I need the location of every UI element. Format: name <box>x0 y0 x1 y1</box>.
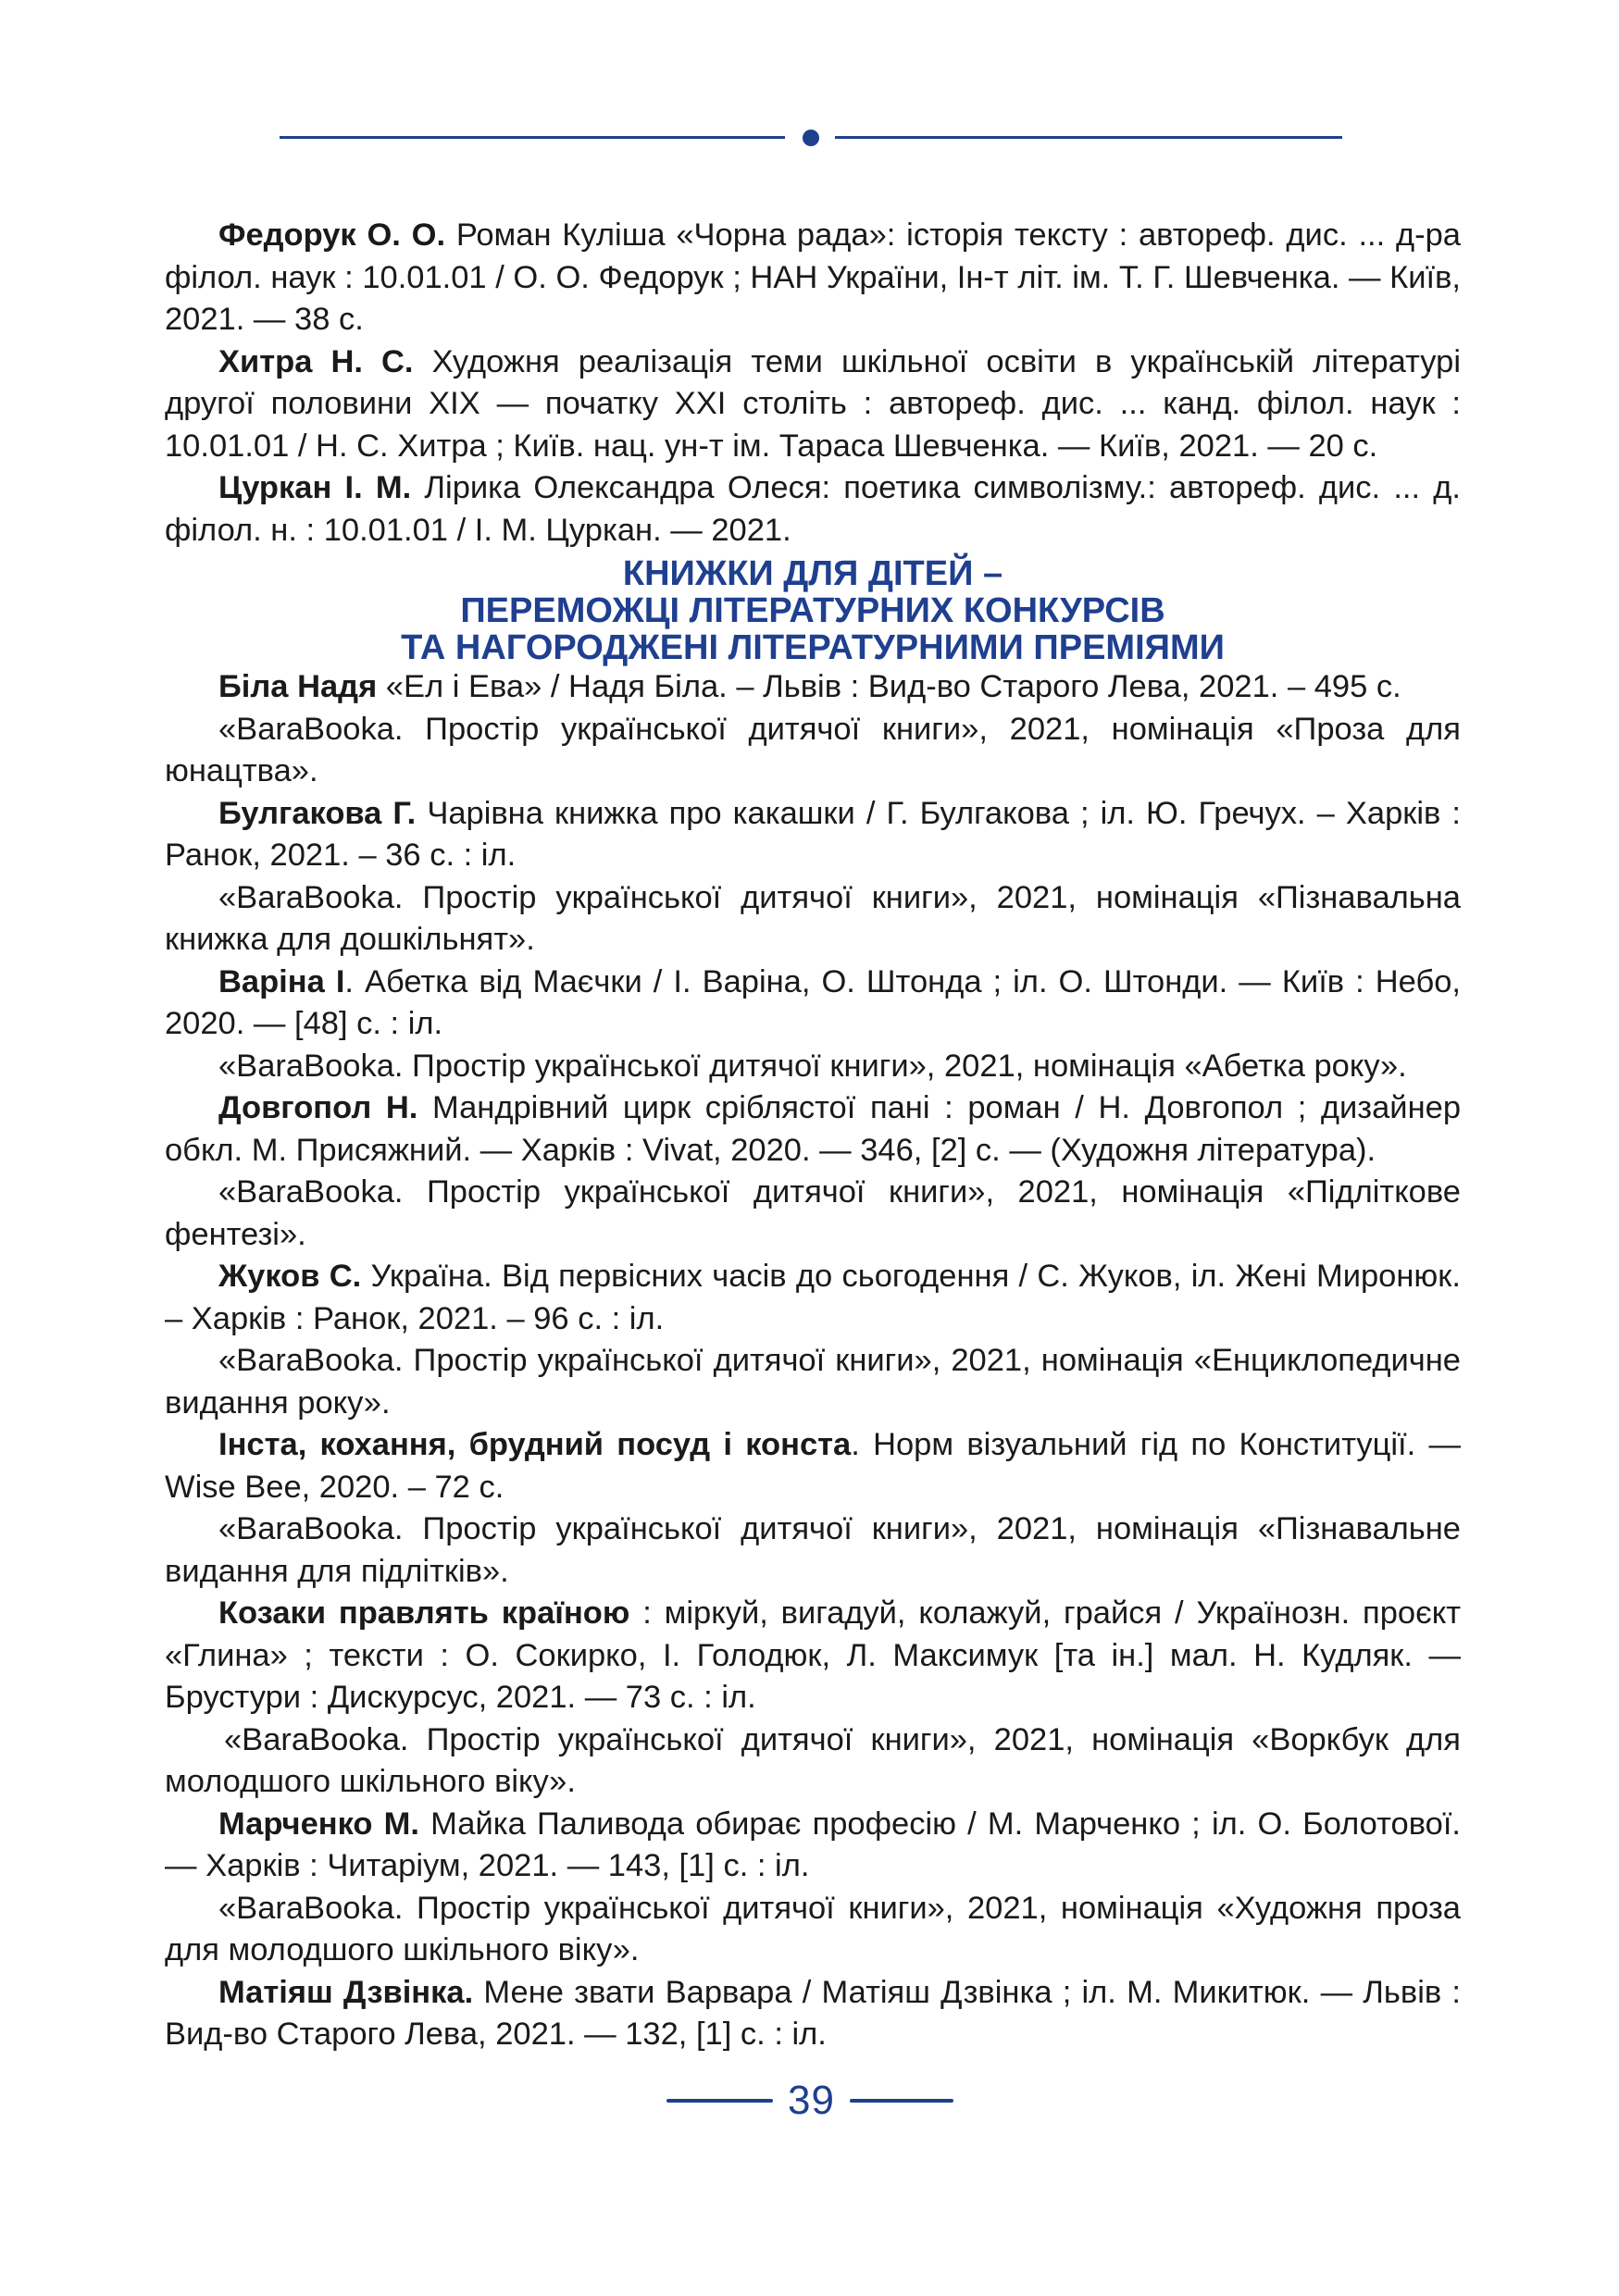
entry-author: Інста, кохання, брудний посуд і конста <box>218 1427 852 1462</box>
entry-award: «BaraBooka. Простір української дитячої книги», 2021, номінація «Воркбук для молодшого шкільного віку». <box>165 1721 1461 1799</box>
entry-author: Біла Надя <box>218 669 378 704</box>
entry-author: Матіяш Дзвінка. <box>218 1974 474 2010</box>
bib-entry <box>165 666 1461 709</box>
bib-entry <box>165 1593 1461 1719</box>
entry-text: . Абетка від Маєчки / І. Варіна, О. Штонда ; іл. О. Штонди. — Київ : Небо, 2020. — [48] с. : іл. <box>165 963 1461 1041</box>
entry-award: «BaraBooka. Простір української дитячої книги», 2021, номінація «Проза для юнацтва». <box>165 711 1461 788</box>
entry-text: Лірика Олександра Олеся: поетика символізму.: автореф. дис. ... д. філол. н. : 10.01.01 / І. М. Цуркан. — 2021. <box>165 470 1461 548</box>
entry-award: «BaraBooka. Простір української дитячої книги», 2021, номінація «Пізнавальне видання для підлітків». <box>165 1511 1461 1589</box>
entry-text: Художня реалізація теми шкільної освіти в українській літературі другої половини XIX — початку XXI століть : автореф. дис. ... канд. філол. наук : 10.01.01 / Н. С. Хитра ; Київ. нац. ун-т ім. Тараса Шевченка. — Київ, 2021. — 20 с. <box>165 343 1461 464</box>
section-heading-line: ТА НАГОРОДЖЕНІ ЛІТЕРАТУРНИМИ ПРЕМІЯМИ <box>401 628 1225 667</box>
entry-text: Україна. Від первісних часів до сьогодення / С. Жуков, іл. Жені Миронюк. – Харків : Ранок, 2021. – 96 с. : іл. <box>165 1259 1461 1336</box>
footer-rule-right <box>850 2099 953 2103</box>
bib-entry <box>165 962 1461 1046</box>
entry-author: Федорук О. О. <box>218 217 446 253</box>
entry-text: Роман Куліша «Чорна рада»: історія тексту : автореф. дис. ... д-ра філол. наук : 10.01.01 / О. О. Федорук ; НАН України, Ін-т літ. ім. Т. Г. Шевченка. — Київ, 2021. — 38 с. <box>165 217 1461 337</box>
bib-entry <box>165 1087 1461 1172</box>
entry-author: Жуков С. <box>218 1259 362 1294</box>
entry-author: Хитра Н. С. <box>218 343 414 379</box>
section-heading <box>165 555 1461 666</box>
entry-author: Варіна І <box>218 963 345 999</box>
entry-text: : міркуй, вигадуй, колажуй, грайся / Українозн. проєкт «Глина» ; тексти : О. Сокирко, І. Голодюк, Л. Максимук [та ін.] мал. Н. Кудляк. — Брустури : Дискурсус, 2021. — 73 с. : іл. <box>165 1595 1461 1715</box>
bib-entry <box>165 793 1461 877</box>
page-content <box>165 215 1461 2056</box>
header-rule-left <box>280 136 785 139</box>
entry-text: . Норм візуальний гід по Конституції. — Wise Bee, 2020. – 72 с. <box>165 1427 1461 1505</box>
header-ornament <box>280 130 1342 146</box>
section-heading-line: КНИЖКИ ДЛЯ ДІТЕЙ – <box>622 554 1003 593</box>
entry-text: Мандрівний цирк сріблястої пані : роман / Н. Довгопол ; дизайнер обкл. М. Присяжний. — Харків : Vivat, 2020. — 346, [2] с. — (Художня література). <box>165 1090 1462 1168</box>
bib-entry <box>165 1256 1461 1340</box>
entry-text: Мене звати Варвара / Матіяш Дзвінка ; іл. М. Микитюк. — Львів : Вид-во Старого Лева, 2021. — 132, [1] с. : іл. <box>165 1974 1461 2052</box>
entry-award: «BaraBooka. Простір української дитячої книги», 2021, номінація «Підліткове фентезі». <box>165 1174 1461 1252</box>
entry-author: Козаки правлять країною <box>218 1595 630 1631</box>
entry-author: Булгакова Г. <box>218 795 417 831</box>
entry-award: «BaraBooka. Простір української дитячої книги», 2021, номінація «Абетка року». <box>218 1048 1407 1084</box>
entry-text: Чарівна книжка про какашки / Г. Булгакова ; іл. Ю. Гречух. – Харків : Ранок, 2021. – 36 с. : іл. <box>165 795 1461 873</box>
entry-award: «BaraBooka. Простір української дитячої книги», 2021, номінація «Пізнавальна книжка для дошкільнят». <box>165 879 1461 957</box>
entry-award: «BaraBooka. Простір української дитячої книги», 2021, номінація «Художня проза для молодшого шкільного віку». <box>165 1890 1461 1967</box>
header-rule-right <box>835 136 1342 139</box>
entry-author: Довгопол Н. <box>218 1090 418 1125</box>
entry-award: «BaraBooka. Простір української дитячої книги», 2021, номінація «Енциклопедичне видання року». <box>165 1343 1461 1421</box>
bib-entry <box>165 1424 1461 1508</box>
entry-text: Майка Паливода обирає професію / М. Марченко ; іл. О. Болотової. — Харків : Читаріум, 2021. — 143, [1] с. : іл. <box>165 1806 1461 1883</box>
entry-author: Марченко М. <box>218 1806 419 1842</box>
page-footer <box>666 2073 953 2128</box>
bib-entry <box>165 1804 1461 1888</box>
bib-entry <box>165 1972 1461 2056</box>
page-number: 39 <box>788 2078 835 2123</box>
section-heading-line: ПЕРЕМОЖЦІ ЛІТЕРАТУРНИХ КОНКУРСІВ <box>460 591 1165 630</box>
header-rule-dot <box>803 130 819 146</box>
footer-rule-left <box>666 2099 773 2103</box>
entry-text: «Ел і Ева» / Надя Біла. – Львів : Вид-во Старого Лева, 2021. – 495 с. <box>377 669 1401 704</box>
entry-author: Цуркан І. М. <box>218 470 412 505</box>
bib-entry <box>165 467 1461 552</box>
bib-entry <box>165 215 1461 341</box>
bib-entry <box>165 341 1461 468</box>
